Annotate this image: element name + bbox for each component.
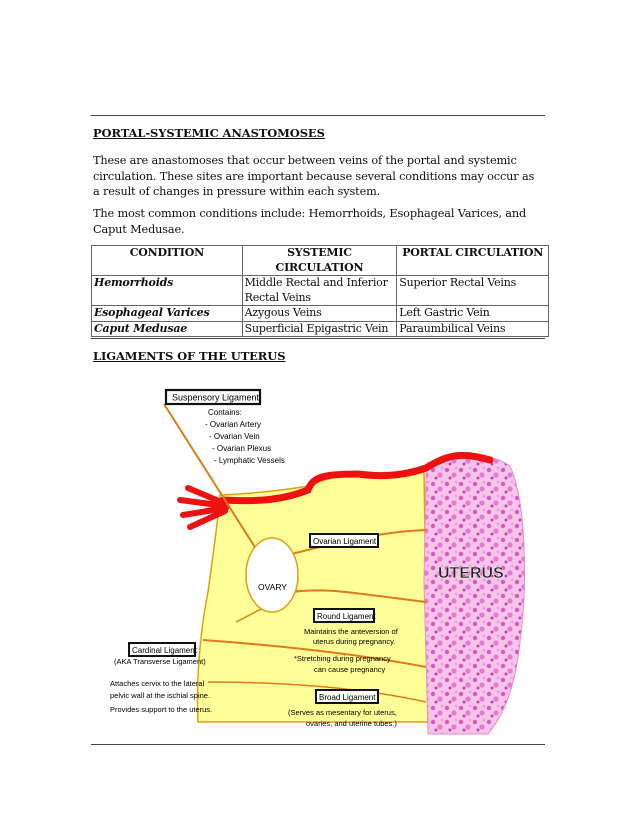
cell-systemic: Superficial Epigastric Vein bbox=[242, 321, 397, 337]
contains-label: Contains: bbox=[208, 408, 242, 417]
cell-portal: Left Gastric Vein bbox=[397, 306, 549, 322]
uterus-body bbox=[424, 455, 525, 734]
round-note-3: *Stretching during pregnancy bbox=[294, 654, 391, 663]
header-portal: PORTAL CIRCULATION bbox=[397, 246, 549, 276]
content-vein: - Ovarian Vein bbox=[209, 432, 260, 441]
header-condition: CONDITION bbox=[92, 246, 243, 276]
round-label: Round Ligament bbox=[317, 612, 376, 621]
section-title-anastomoses: PORTAL-SYSTEMIC ANASTOMOSES bbox=[93, 126, 325, 140]
cardinal-note-1: Attaches cervix to the lateral bbox=[110, 679, 205, 688]
anastomoses-table bbox=[91, 245, 549, 337]
table-row bbox=[92, 306, 549, 322]
cell-portal: Paraumbilical Veins bbox=[397, 321, 549, 337]
ovary bbox=[246, 538, 298, 612]
cardinal-note-3: Provides support to the uterus. bbox=[110, 705, 213, 714]
conditions-paragraph: The most common conditions include: Hemorrhoids, Esophageal Varices, and Caput Medusae. bbox=[93, 207, 527, 236]
broad-label: Broad Ligament bbox=[319, 693, 376, 702]
section-title-ligaments: LIGAMENTS OF THE UTERUS bbox=[93, 349, 286, 363]
cell-systemic: Middle Rectal and Inferior Rectal Veins bbox=[242, 276, 397, 306]
broad-note-1: (Serves as mesentary for uterus, bbox=[288, 708, 397, 717]
cell-condition: Esophageal Varices bbox=[92, 306, 243, 322]
cell-systemic: Azygous Veins bbox=[242, 306, 397, 322]
content-plexus: - Ovarian Plexus bbox=[212, 444, 272, 453]
cardinal-label: Cardinal Ligament bbox=[132, 646, 197, 655]
cell-portal: Superior Rectal Veins bbox=[397, 276, 549, 306]
table-row bbox=[92, 276, 549, 306]
suspensory-label: Suspensory Ligament bbox=[172, 392, 260, 403]
table-header-row bbox=[92, 246, 549, 276]
ovary-label: OVARY bbox=[258, 582, 287, 592]
round-note-2: uterus during pregnancy. bbox=[313, 637, 396, 646]
uterus-label: UTERUS bbox=[438, 565, 504, 582]
broad-note-2: ovaries, and uterine tubes.) bbox=[306, 719, 397, 728]
content-lymphatic: - Lymphatic Vessels bbox=[214, 456, 285, 465]
round-note-1: Maintains the anteversion of bbox=[304, 627, 398, 636]
cell-condition: Hemorrhoids bbox=[92, 276, 243, 306]
uterus-ligaments-diagram bbox=[108, 382, 538, 736]
bottom-divider bbox=[91, 744, 545, 745]
cardinal-aka: (AKA Transverse Ligament) bbox=[114, 657, 206, 666]
cardinal-note-2: pelvic wall at the ischial spine. bbox=[110, 691, 211, 700]
top-divider bbox=[91, 115, 545, 116]
intro-paragraph: These are anastomoses that occur between veins of the portal and systemic circulation. These sites are important because several conditions may occur as a result of changes in pressure within each system. bbox=[93, 154, 535, 199]
ovarian-label: Ovarian Ligament bbox=[313, 537, 377, 546]
cell-condition: Caput Medusae bbox=[92, 321, 243, 337]
content-artery: - Ovarian Artery bbox=[205, 420, 262, 429]
round-note-4: can cause pregnancy bbox=[314, 665, 386, 674]
header-systemic: SYSTEMIC CIRCULATION bbox=[242, 246, 397, 276]
table-row bbox=[92, 321, 549, 337]
middle-divider bbox=[91, 338, 545, 339]
